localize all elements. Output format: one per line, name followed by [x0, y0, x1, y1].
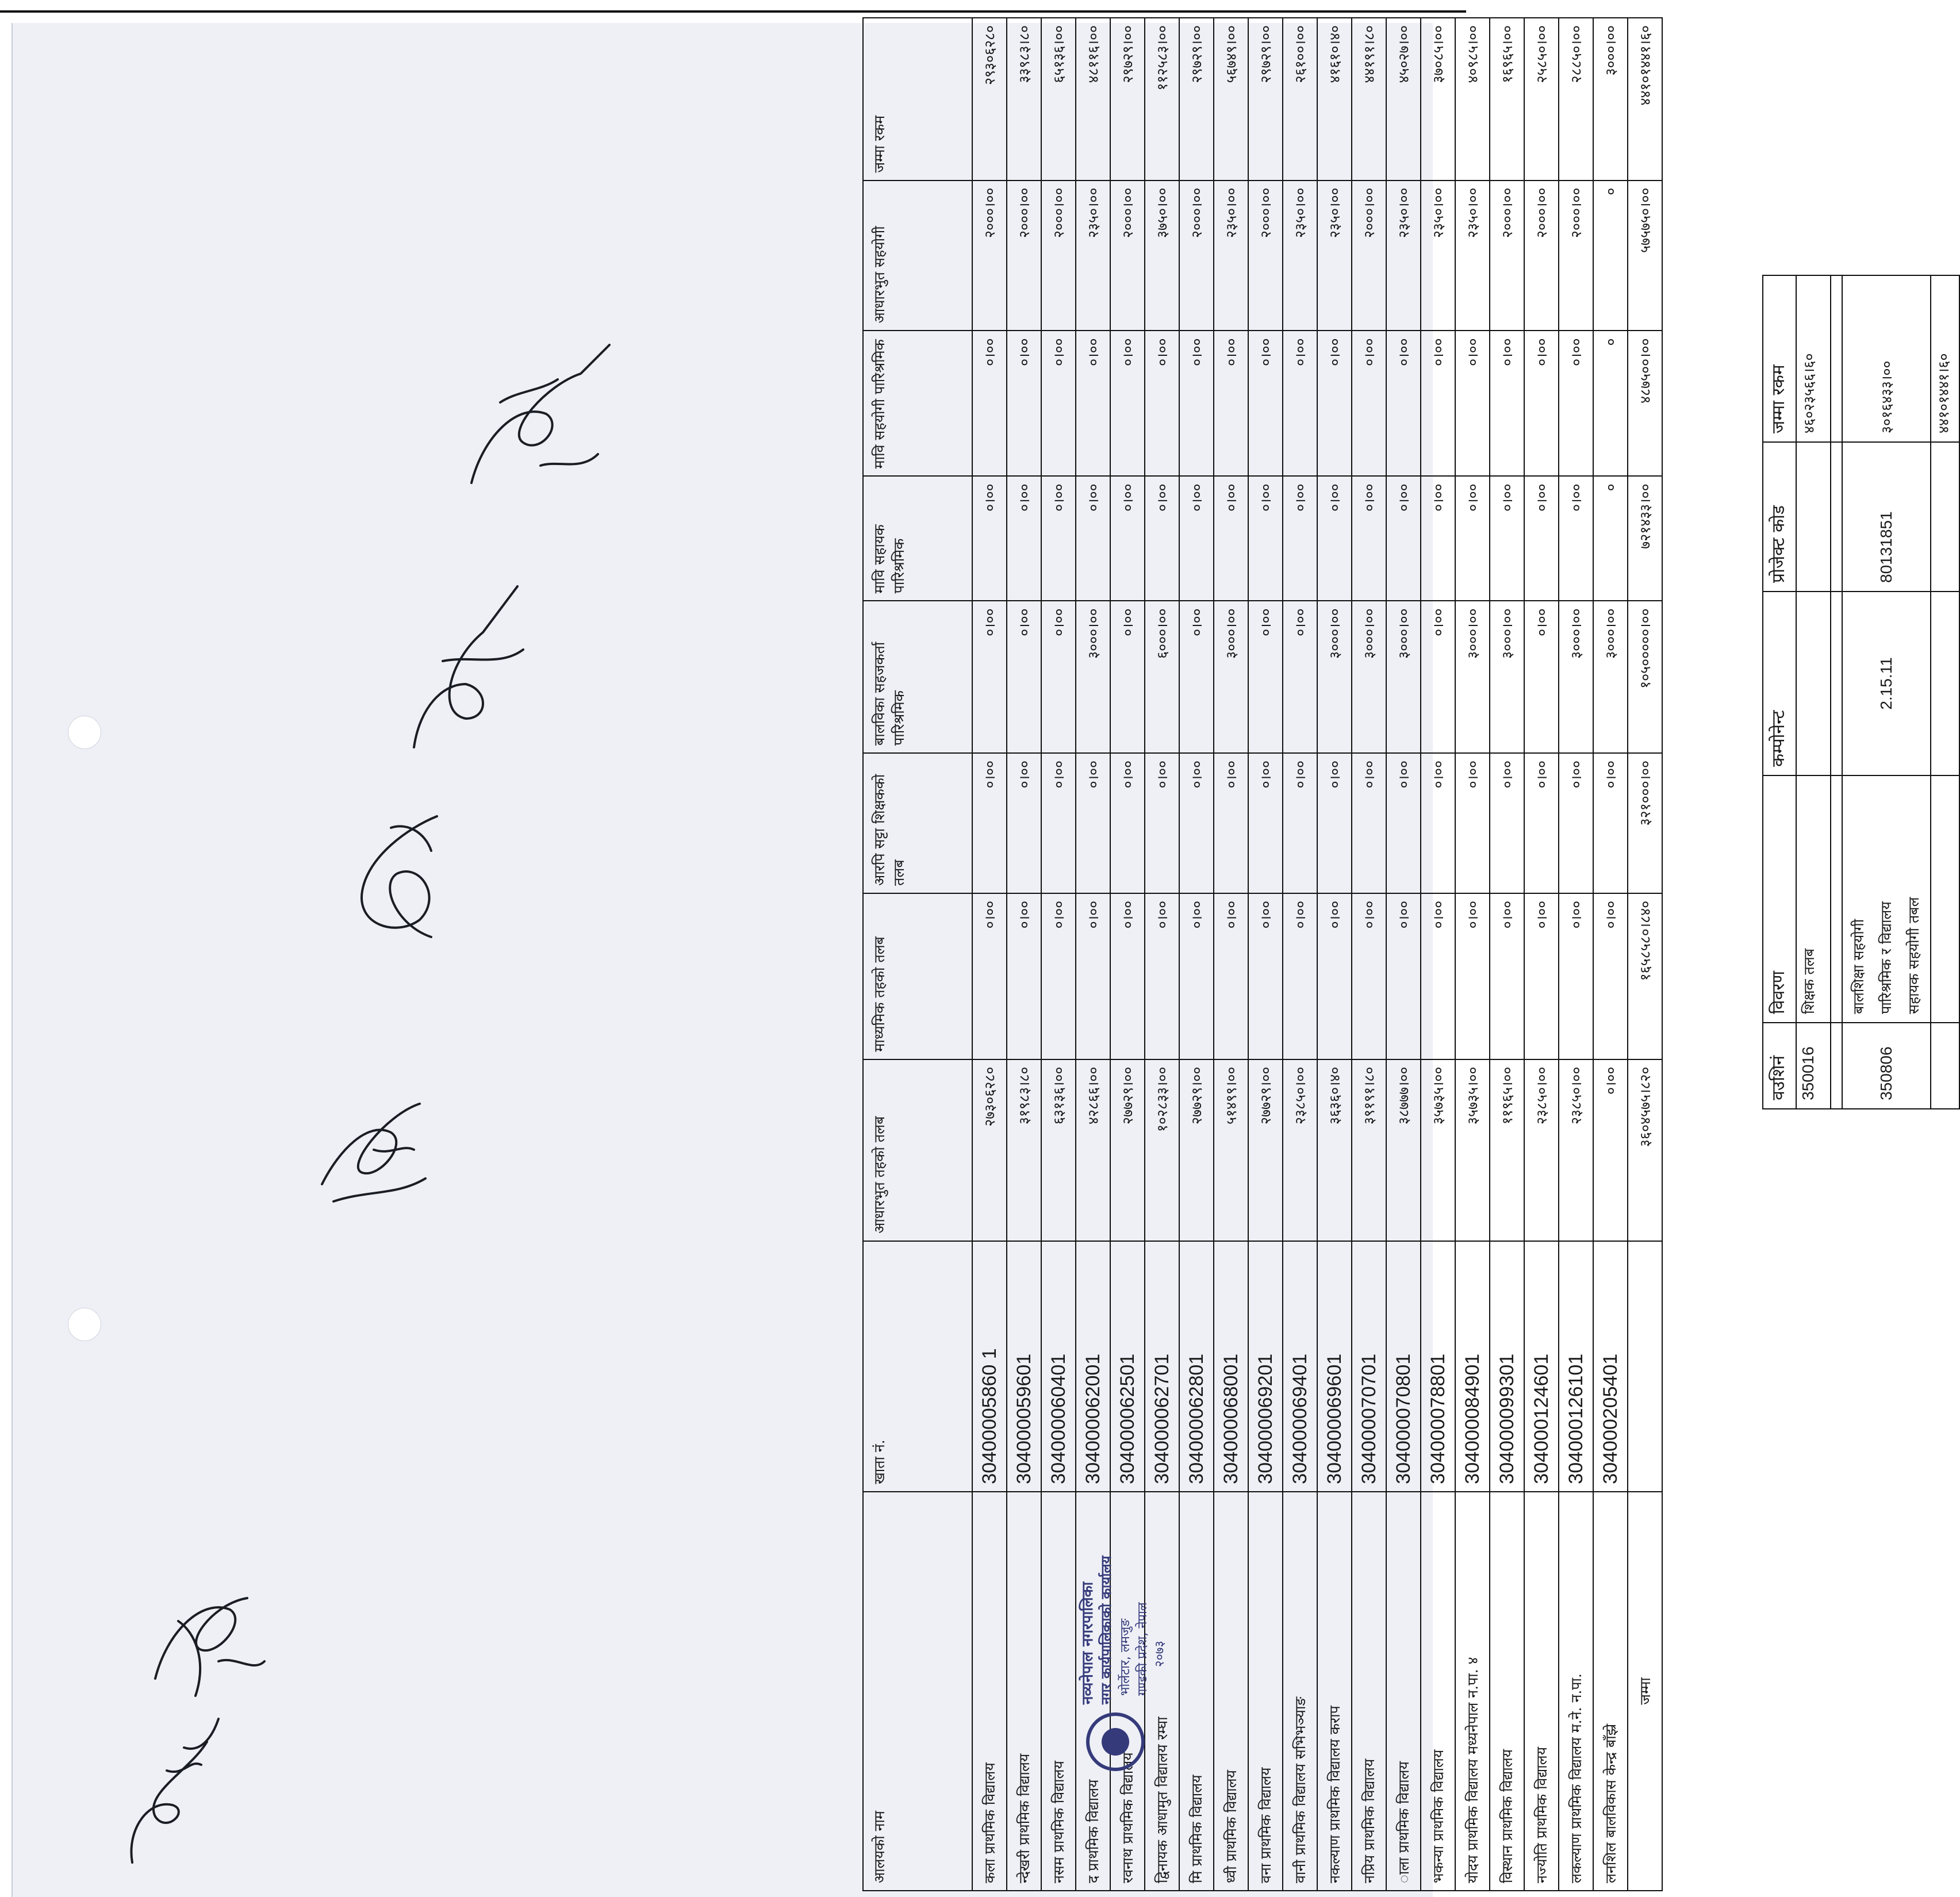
totals-label: जम्मा — [1628, 1492, 1662, 1891]
cell-basic-helper: २३५०।०० — [1421, 181, 1455, 331]
cell-temp-teacher: ०।०० — [972, 753, 1007, 893]
table-totals-row — [1628, 18, 1662, 1891]
cell-name: वना प्राथमिक विद्यालय — [1248, 1492, 1283, 1891]
cell-account: 304000069201 — [1248, 1241, 1283, 1492]
total-basic-helper: ५७५७५०।०० — [1628, 181, 1662, 331]
cell-secondary-salary: ०।०० — [1559, 893, 1593, 1059]
cell-basic-helper: ३७५०।०० — [1145, 181, 1179, 331]
cell-total: २५८५०।०० — [1524, 18, 1559, 181]
cell-name: लकल्याण प्राथमिक विद्यालय म.ने. न.पा. — [1559, 1492, 1593, 1891]
cell-ecd: ३०००।०० — [1352, 601, 1386, 753]
cell-total: ४०९८५।०० — [1455, 18, 1490, 181]
cell-sec-assistant: ०।०० — [1248, 331, 1283, 476]
cell-basic-salary: २७७२९।०० — [1179, 1059, 1214, 1241]
cell-sec-assistant: ०।०० — [1524, 331, 1559, 476]
cell-basic-helper: २०००।०० — [1490, 181, 1524, 331]
cell-basic-helper: २३५०।०० — [1214, 181, 1248, 331]
cell-temp-teacher: ०।०० — [1007, 753, 1041, 893]
cell-basic-helper: २०००।०० — [1524, 181, 1559, 331]
cell-sec-helper: ०।०० — [1559, 476, 1593, 601]
table-row — [1559, 18, 1593, 1891]
summary-spacer-cell — [1931, 592, 1959, 775]
cell-name: रवनाथ प्राथमिक विद्यालय — [1110, 1492, 1145, 1891]
cell-secondary-salary: ०।०० — [1455, 893, 1490, 1059]
cell-name: लनशिल बालविकास केन्द्र बाँझ्रे — [1593, 1492, 1628, 1891]
cell-name: ध्वी प्राथमिक विद्यालय — [1214, 1492, 1248, 1891]
total-sec-assistant: ४८७५००।०० — [1628, 331, 1662, 476]
cell-sec-helper: ०।०० — [1248, 476, 1283, 601]
cell-secondary-salary: ०।०० — [1283, 893, 1317, 1059]
cell-secondary-salary: ०।०० — [1593, 893, 1628, 1059]
cell-secondary-salary: ०।०० — [1179, 893, 1214, 1059]
col-header-ecd-facilitator: बालविका सहजकर्ता पारिश्रमिक — [863, 601, 972, 753]
cell-basic-helper: २३५०।०० — [1386, 181, 1421, 331]
summary-amount: ४६०२३५६६।६० — [1796, 275, 1831, 442]
table-row — [1490, 18, 1524, 1891]
cell-total: २९३०६२८० — [972, 18, 1007, 181]
cell-account: 304000084901 — [1455, 1241, 1490, 1492]
cell-ecd: ३०००।०० — [1386, 601, 1421, 753]
cell-total: ४५०२७।०० — [1386, 18, 1421, 181]
cell-basic-helper: २३५०।०० — [1076, 181, 1110, 331]
cell-name: द प्राथमिक विद्यालय — [1076, 1492, 1110, 1891]
cell-sec-helper: ०।०० — [972, 476, 1007, 601]
cell-basic-helper: २०००।०० — [1110, 181, 1145, 331]
table-row — [1283, 18, 1317, 1891]
seal-emblem-center — [1102, 1728, 1129, 1756]
cell-basic-salary: ५१४९९।०० — [1214, 1059, 1248, 1241]
cell-name: नकल्याण प्राथमिक विद्यालय कराप — [1317, 1492, 1352, 1891]
cell-basic-helper: ० — [1593, 181, 1628, 331]
cell-name: नप्रिय प्राथमिक विद्यालय — [1352, 1492, 1386, 1891]
punch-hole — [68, 716, 101, 749]
cell-account: 304000099301 — [1490, 1241, 1524, 1492]
cell-sec-assistant: ०।०० — [1455, 331, 1490, 476]
salary-table — [862, 17, 1663, 1891]
cell-sec-assistant: ०।०० — [1490, 331, 1524, 476]
cell-sec-helper: ०।०० — [1524, 476, 1559, 601]
cell-basic-salary: २७७२९।०० — [1110, 1059, 1145, 1241]
col-header-account: खाता नं. — [863, 1241, 972, 1492]
cell-temp-teacher: ०।०० — [1145, 753, 1179, 893]
cell-basic-helper: २३५०।०० — [1317, 181, 1352, 331]
cell-account: 304000060401 — [1041, 1241, 1076, 1492]
cell-temp-teacher: ०।०० — [1559, 753, 1593, 893]
cell-total: ५६७४९।०० — [1214, 18, 1248, 181]
cell-sec-assistant: ०।०० — [1283, 331, 1317, 476]
summary-spacer-row — [1831, 275, 1842, 1109]
cell-secondary-salary: ०।०० — [1007, 893, 1041, 1059]
summary-total-amount: ४४१०१४४१।६० — [1931, 275, 1959, 442]
summary-total-row — [1931, 275, 1959, 1109]
cell-account: 304000062501 — [1110, 1241, 1145, 1492]
cell-sec-assistant: ०।०० — [1179, 331, 1214, 476]
total-grand: ४४१०१४४१।६० — [1628, 18, 1662, 181]
cell-basic-salary: २३८५०।०० — [1524, 1059, 1559, 1241]
cell-total: २९७२९।०० — [1179, 18, 1214, 181]
cell-total: २८८५०।०० — [1559, 18, 1593, 181]
cell-account: 304000070801 — [1386, 1241, 1421, 1492]
table-row — [1524, 18, 1559, 1891]
cell-temp-teacher: ०।०० — [1283, 753, 1317, 893]
cell-basic-salary: ३९१९१।८० — [1352, 1059, 1386, 1241]
col-header-temp-teacher: आरपि सट्टा शिक्षकको तलब — [863, 753, 972, 893]
cell-total: ४१६१०।४० — [1317, 18, 1352, 181]
cell-sec-assistant: ०।०० — [1352, 331, 1386, 476]
col-header-sec-helper: मावि सहायक पारिश्रमिक — [863, 476, 972, 601]
cell-name: मि प्राथमिक विद्यालय — [1179, 1492, 1214, 1891]
cell-total: ३७०८५।०० — [1421, 18, 1455, 181]
cell-secondary-salary: ०।०० — [972, 893, 1007, 1059]
cell-sec-helper: ०।०० — [1317, 476, 1352, 601]
summary-desc-line: सहायक सहयोगी तबल — [1905, 897, 1922, 1014]
cell-sec-assistant: ०।०० — [1317, 331, 1352, 476]
cell-secondary-salary: ०।०० — [1524, 893, 1559, 1059]
total-basic-salary: ३६०४५७५।८२० — [1628, 1059, 1662, 1241]
cell-ecd: ०।०० — [1421, 601, 1455, 753]
cell-secondary-salary: ०।०० — [1248, 893, 1283, 1059]
cell-sec-helper: ०।०० — [1490, 476, 1524, 601]
summary-spacer-cell — [1831, 592, 1842, 775]
col-header-sec-assistant: मावि सहयोगी पारिश्रमिक — [863, 331, 972, 476]
summary-code: 350016 — [1796, 1023, 1831, 1109]
cell-sec-helper: ०।०० — [1283, 476, 1317, 601]
summary-desc-multiline — [1842, 775, 1931, 1023]
cell-account: 304000062701 — [1145, 1241, 1179, 1492]
cell-ecd: ३०००।०० — [1455, 601, 1490, 753]
cell-basic-salary: ३५७३५।०० — [1455, 1059, 1490, 1241]
cell-ecd: ३०००।०० — [1317, 601, 1352, 753]
table-header-row — [863, 18, 972, 1891]
summary-component — [1796, 592, 1831, 775]
punch-hole — [68, 1308, 101, 1341]
table-row — [1593, 18, 1628, 1891]
cell-basic-helper: २०००।०० — [1559, 181, 1593, 331]
cell-temp-teacher: ०।०० — [1386, 753, 1421, 893]
summary-desc-line: बालशिक्षा सहयोगी — [1850, 919, 1867, 1014]
cell-ecd: ०।०० — [1248, 601, 1283, 753]
cell-basic-salary: १०२८३३।०० — [1145, 1059, 1179, 1241]
cell-temp-teacher: ०।०० — [1593, 753, 1628, 893]
summary-header-row — [1763, 275, 1796, 1109]
cell-temp-teacher: ०।०० — [1179, 753, 1214, 893]
cell-ecd: ०।०० — [1524, 601, 1559, 753]
cell-total: ११२५८३।०० — [1145, 18, 1179, 181]
cell-sec-helper: ०।०० — [1214, 476, 1248, 601]
stamp-line-3: भोर्लेटार, लमजुङ — [1118, 1618, 1133, 1696]
cell-sec-helper: ०।०० — [1007, 476, 1041, 601]
totals-account-empty — [1628, 1241, 1662, 1492]
summary-desc: शिक्षक तलब — [1796, 775, 1831, 1023]
cell-ecd: ३०००।०० — [1214, 601, 1248, 753]
cell-sec-assistant: ०।०० — [1214, 331, 1248, 476]
summary-desc-line: पारिश्रमिक र विद्यालय — [1878, 901, 1894, 1014]
cell-temp-teacher: ०।०० — [1455, 753, 1490, 893]
budget-summary-table — [1762, 275, 1960, 1109]
cell-basic-helper: २०००।०० — [1352, 181, 1386, 331]
cell-name: योदय प्राथमिक विद्यालय मध्यनेपाल न.पा. ४ — [1455, 1492, 1490, 1891]
cell-account: 304000126101 — [1559, 1241, 1593, 1492]
cell-name: विस्थान प्राथमिक विद्यालय — [1490, 1492, 1524, 1891]
scan-edge-line — [0, 10, 1466, 13]
cell-basic-helper: २०००।०० — [1007, 181, 1041, 331]
summary-header-component: कम्पोनेन्ट — [1763, 592, 1796, 775]
cell-ecd: ६०००।०० — [1145, 601, 1179, 753]
cell-temp-teacher: ०।०० — [1421, 753, 1455, 893]
table-row — [1352, 18, 1386, 1891]
summary-spacer-cell — [1931, 442, 1959, 592]
cell-account: 304000069601 — [1317, 1241, 1352, 1492]
cell-name: द्विनायक आधामुत विद्यालय रम्घा — [1145, 1492, 1179, 1891]
summary-code: 350806 — [1842, 1023, 1931, 1109]
cell-secondary-salary: ०।०० — [1386, 893, 1421, 1059]
summary-header-desc: विवरण — [1763, 775, 1796, 1023]
cell-basic-helper: २०००।०० — [1041, 181, 1076, 331]
cell-name: नसम प्राथमिक विद्यालय — [1041, 1492, 1076, 1891]
cell-secondary-salary: ०।०० — [1490, 893, 1524, 1059]
cell-sec-assistant: ०।०० — [1559, 331, 1593, 476]
col-header-name: आलयको नाम — [863, 1492, 972, 1891]
cell-ecd: ३०००।०० — [1593, 601, 1628, 753]
cell-sec-assistant: ०।०० — [1386, 331, 1421, 476]
signature-2 — [103, 1702, 241, 1874]
cell-secondary-salary: ०।०० — [1317, 893, 1352, 1059]
col-header-basic-salary: आधारभुत तहको तलब — [863, 1059, 972, 1241]
summary-component: 2.15.11 — [1842, 592, 1931, 775]
cell-basic-salary: ११९६५।०० — [1490, 1059, 1524, 1241]
cell-secondary-salary: ०।०० — [1145, 893, 1179, 1059]
signature-3 — [299, 1081, 448, 1219]
cell-name: नज्योति प्राथमिक विद्यालय — [1524, 1492, 1559, 1891]
summary-project — [1796, 442, 1831, 592]
cell-sec-assistant: ०।०० — [1110, 331, 1145, 476]
cell-temp-teacher: ०।०० — [1041, 753, 1076, 893]
cell-secondary-salary: ०।०० — [1214, 893, 1248, 1059]
cell-ecd: ०।०० — [1007, 601, 1041, 753]
col-header-basic-helper: आधारभुत सहयोगी — [863, 181, 972, 331]
cell-total: ६५१३६।०० — [1041, 18, 1076, 181]
total-secondary-salary: १६५८५८०।८४० — [1628, 893, 1662, 1059]
cell-sec-helper: ०।०० — [1352, 476, 1386, 601]
cell-sec-helper: ०।०० — [1421, 476, 1455, 601]
cell-account: 30400005860 1 — [972, 1241, 1007, 1492]
cell-basic-salary: २७७२९।०० — [1248, 1059, 1283, 1241]
cell-secondary-salary: ०।०० — [1110, 893, 1145, 1059]
cell-sec-helper: ०।०० — [1110, 476, 1145, 601]
cell-sec-assistant: ०।०० — [1076, 331, 1110, 476]
cell-ecd: ०।०० — [1179, 601, 1214, 753]
cell-total: १६९६५।०० — [1490, 18, 1524, 181]
cell-sec-assistant: ० — [1593, 331, 1628, 476]
cell-temp-teacher: ०।०० — [1076, 753, 1110, 893]
col-header-secondary-salary: माध्यमिक तहको तलब — [863, 893, 972, 1059]
cell-ecd: ३०००।०० — [1559, 601, 1593, 753]
cell-total: २९७२९।०० — [1110, 18, 1145, 181]
cell-ecd: ३०००।०० — [1076, 601, 1110, 753]
cell-account: 304000062801 — [1179, 1241, 1214, 1492]
col-header-total: जम्मा रकम — [863, 18, 972, 181]
cell-secondary-salary: ०।०० — [1041, 893, 1076, 1059]
cell-account: 304000062001 — [1076, 1241, 1110, 1492]
signature-6 — [448, 333, 621, 506]
cell-basic-salary: ४२८६६।०० — [1076, 1059, 1110, 1241]
table-row — [1317, 18, 1352, 1891]
total-sec-helper: ७२१४३३।०० — [1628, 476, 1662, 601]
summary-header-amount: जम्मा रकम — [1763, 275, 1796, 442]
stamp-line-2: नगर कार्यपालिकाको कार्यालय — [1098, 1556, 1114, 1704]
summary-spacer-cell — [1831, 1023, 1842, 1109]
stamp-line-5: २०७३ — [1153, 1641, 1167, 1667]
cell-temp-teacher: ०।०० — [1352, 753, 1386, 893]
cell-basic-salary: ०।०० — [1593, 1059, 1628, 1241]
cell-name: कला प्राथमिक विद्यालय — [972, 1492, 1007, 1891]
cell-temp-teacher: ०।०० — [1524, 753, 1559, 893]
cell-basic-helper: २०००।०० — [1248, 181, 1283, 331]
cell-basic-helper: २०००।०० — [972, 181, 1007, 331]
signature-4 — [322, 793, 471, 966]
cell-total: ३३९८३।८० — [1007, 18, 1041, 181]
cell-sec-assistant: ०।०० — [972, 331, 1007, 476]
cell-basic-helper: २३५०।०० — [1283, 181, 1317, 331]
table-row — [1455, 18, 1490, 1891]
cell-secondary-salary: ०।०० — [1076, 893, 1110, 1059]
cell-basic-salary: २३८५०।०० — [1559, 1059, 1593, 1241]
cell-sec-helper: ०।०० — [1455, 476, 1490, 601]
summary-spacer-cell — [1931, 775, 1959, 1023]
cell-name: ाला प्राथमिक विद्यालय — [1386, 1492, 1421, 1891]
cell-ecd: ०।०० — [1283, 601, 1317, 753]
cell-secondary-salary: ०।०० — [1352, 893, 1386, 1059]
cell-ecd: ०।०० — [1041, 601, 1076, 753]
summary-spacer-cell — [1831, 775, 1842, 1023]
summary-header-code: वउशिनं — [1763, 1023, 1796, 1109]
cell-secondary-salary: ०।०० — [1421, 893, 1455, 1059]
cell-sec-assistant: ०।०० — [1007, 331, 1041, 476]
stamp-line-1: नव्यनेपाल नगरपालिका — [1079, 1581, 1096, 1704]
official-seal-stamp — [995, 1556, 1236, 1782]
summary-spacer-cell — [1831, 442, 1842, 592]
cell-account: 304000059601 — [1007, 1241, 1041, 1492]
cell-sec-helper: ०।०० — [1145, 476, 1179, 601]
summary-row — [1842, 275, 1931, 1109]
cell-basic-salary: ३८७७७।०० — [1386, 1059, 1421, 1241]
cell-sec-helper: ०।०० — [1179, 476, 1214, 601]
cell-ecd: ३०००।०० — [1490, 601, 1524, 753]
cell-basic-helper: २३५०।०० — [1455, 181, 1490, 331]
cell-total: ३०००।०० — [1593, 18, 1628, 181]
cell-sec-assistant: ०।०० — [1421, 331, 1455, 476]
cell-sec-helper: ० — [1593, 476, 1628, 601]
cell-basic-salary: २३८५०।०० — [1283, 1059, 1317, 1241]
signature-5 — [379, 575, 540, 759]
rotated-content — [862, 17, 1952, 1891]
table-row — [1248, 18, 1283, 1891]
cell-temp-teacher: ०।०० — [1214, 753, 1248, 893]
summary-row — [1796, 275, 1831, 1109]
cell-sec-assistant: ०।०० — [1041, 331, 1076, 476]
cell-ecd: ०।०० — [972, 601, 1007, 753]
cell-account: 304000205401 — [1593, 1241, 1628, 1492]
cell-ecd: ०।०० — [1110, 601, 1145, 753]
cell-basic-salary: ३५७३५।०० — [1421, 1059, 1455, 1241]
signature-1 — [132, 1564, 282, 1713]
table-row — [1421, 18, 1455, 1891]
cell-temp-teacher: ०।०० — [1248, 753, 1283, 893]
cell-temp-teacher: ०।०० — [1317, 753, 1352, 893]
cell-sec-helper: ०।०० — [1076, 476, 1110, 601]
cell-account: 304000069401 — [1283, 1241, 1317, 1492]
cell-basic-salary: ६३१३६।०० — [1041, 1059, 1076, 1241]
cell-total: २९७२९।०० — [1248, 18, 1283, 181]
cell-account: 304000068001 — [1214, 1241, 1248, 1492]
stamp-line-4: गण्डकी प्रदेश, नेपाल — [1136, 1602, 1150, 1696]
total-temp-teacher: ३२१०००।०० — [1628, 753, 1662, 893]
cell-account: 304000070701 — [1352, 1241, 1386, 1492]
cell-total: ४४१९१।८० — [1352, 18, 1386, 181]
table-row — [1386, 18, 1421, 1891]
cell-account: 304000078801 — [1421, 1241, 1455, 1492]
cell-basic-salary: २७३०६२८० — [972, 1059, 1007, 1241]
cell-basic-salary: ३६३६०।४० — [1317, 1059, 1352, 1241]
cell-sec-helper: ०।०० — [1386, 476, 1421, 601]
summary-spacer-cell — [1931, 1023, 1959, 1109]
cell-sec-helper: ०।०० — [1041, 476, 1076, 601]
cell-name: वानी प्राथमिक विद्यालय सभिभञ्याङ — [1283, 1492, 1317, 1891]
cell-basic-salary: ३१९८३।८० — [1007, 1059, 1041, 1241]
cell-name: भकन्या प्राथमिक विद्यालय — [1421, 1492, 1455, 1891]
summary-header-project: प्रोजेक्ट कोड — [1763, 442, 1796, 592]
cell-temp-teacher: ०।०० — [1110, 753, 1145, 893]
summary-amount: ३०१६४३३।०० — [1842, 275, 1931, 442]
cell-basic-helper: २०००।०० — [1179, 181, 1214, 331]
cell-sec-assistant: ०।०० — [1145, 331, 1179, 476]
cell-account: 304000124601 — [1524, 1241, 1559, 1492]
cell-total: २६१००।०० — [1283, 18, 1317, 181]
summary-spacer-cell — [1831, 275, 1842, 442]
total-ecd: १०५०००००।०० — [1628, 601, 1662, 753]
cell-name: न्देखरी प्राथमिक विद्यालय — [1007, 1492, 1041, 1891]
summary-project: 80131851 — [1842, 442, 1931, 592]
cell-temp-teacher: ०।०० — [1490, 753, 1524, 893]
cell-total: ४८११६।०० — [1076, 18, 1110, 181]
